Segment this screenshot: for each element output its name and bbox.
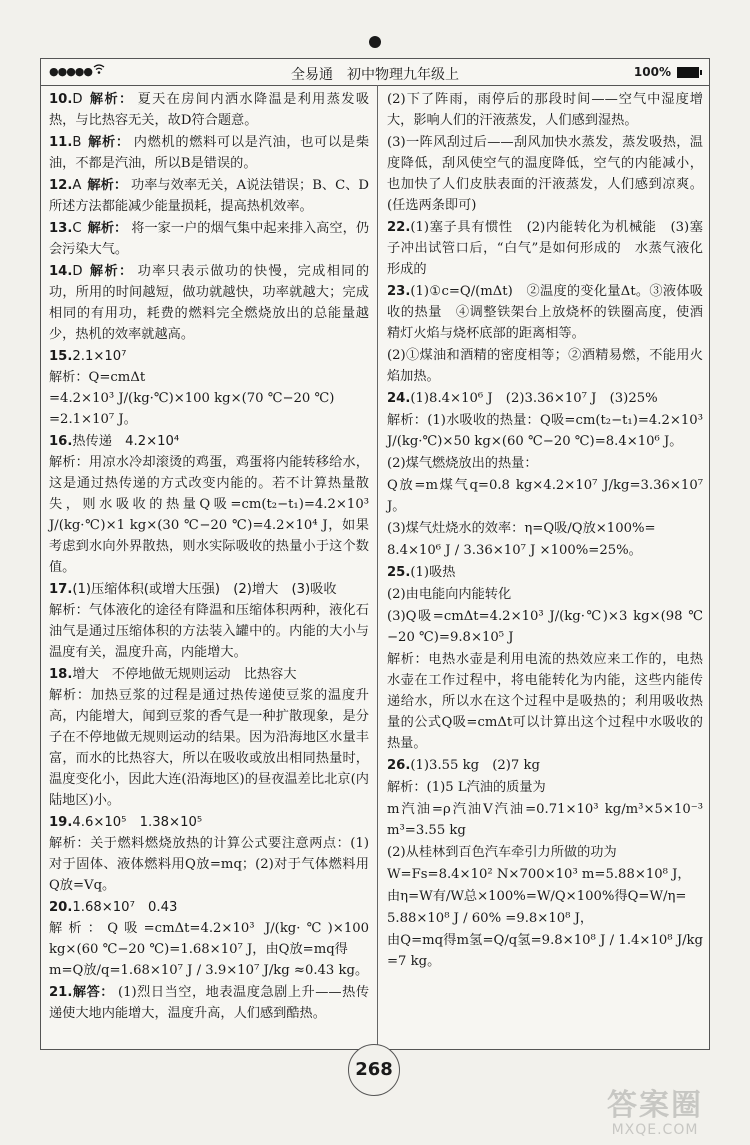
book-title: 全易通 初中物理九年级上	[291, 67, 459, 83]
explanation-text: (2)从桂林到百色汽车牵引力所做的功为	[387, 845, 617, 860]
answer-line	[387, 606, 703, 648]
answer-item	[387, 475, 703, 517]
answer-line	[387, 217, 703, 280]
signal-icon: ●●●●●	[49, 65, 92, 78]
answer-key: 1.68×10⁷ 0.43	[72, 900, 178, 915]
answer-key: (1)压缩体积(或增大压强) (2)增大 (3)吸收	[72, 582, 337, 597]
answer-line	[387, 908, 703, 929]
answer-key: C	[72, 221, 82, 236]
answer-item	[387, 649, 703, 754]
question-number: 21.	[49, 985, 73, 1000]
answer-item	[387, 518, 703, 539]
answer-line	[49, 89, 369, 131]
explanation-text: (2)煤气燃烧放出的热量：	[387, 456, 538, 471]
answer-item	[49, 346, 369, 430]
answer-item	[387, 345, 703, 387]
answer-line	[49, 346, 369, 367]
question-number: 15.	[49, 349, 73, 364]
answer-line	[387, 518, 703, 539]
explanation-text: 解析：(1)水吸收的热量：Q吸=cm(t₂−t₁)=4.2×10³ J/(kg·℃)×50 kg×(60 ℃−20 ℃)=8.4×10⁶ J。	[387, 413, 703, 449]
answer-line	[49, 431, 369, 452]
answer-key: 2.1×10⁷	[72, 349, 127, 364]
answer-item	[49, 579, 369, 663]
status-bar	[41, 59, 709, 86]
answer-key: D	[72, 92, 83, 107]
explanation-text: (1)①c=Q/(mΔt) ②温度的变化量Δt。③液体吸收的热量 ④调整铁架台上放烧杯的铁圈高度，使酒精灯火焰与烧杯底部的距离相等。	[387, 284, 703, 341]
explanation-label: 解析：	[88, 264, 134, 279]
answer-item	[49, 812, 369, 896]
answer-line	[387, 281, 703, 344]
battery-percent: 100%	[633, 65, 671, 79]
watermark-glyphs: 答案圈	[607, 1088, 703, 1123]
answer-line	[387, 930, 703, 972]
question-number: 22.	[387, 220, 411, 235]
question-number: 25.	[387, 565, 411, 580]
explanation-text: 解析：(1)5 L汽油的质量为	[387, 780, 546, 795]
reader-frame	[40, 58, 710, 1050]
question-number: 11.	[49, 135, 73, 150]
explanation-text: 解析：电热水壶是利用电流的热效应来工作的，电热水壶在工作过程中，将电能转化为内能，这些内能传递给水，所以水在这个过程中是吸热的；利用吸收热量的公式Q吸=cmΔt可以计算出这个过程中水吸收的热量。	[387, 652, 703, 751]
answer-item	[49, 261, 369, 345]
explanation-text: (2)①煤油和酒精的密度相等；②酒精易燃，不能用火焰加热。	[387, 348, 703, 384]
answer-line	[387, 777, 703, 798]
page-number: 268	[348, 1044, 400, 1096]
answer-item	[49, 431, 369, 578]
answer-item	[49, 664, 369, 811]
answer-item	[387, 908, 703, 929]
explanation-text: (3)煤气灶烧水的效率：η=Q吸/Q放×100%=	[387, 521, 656, 536]
answer-line	[49, 664, 369, 685]
explanation-line: 解析：Q=cmΔt	[49, 370, 146, 385]
answer-item	[387, 930, 703, 972]
answer-line	[49, 261, 369, 345]
answer-line	[387, 864, 703, 885]
answer-item	[49, 89, 369, 131]
answer-line	[387, 584, 703, 605]
answer-line	[387, 132, 703, 216]
question-number: 10.	[49, 92, 73, 107]
explanation-line: 解析：气体液化的途径有降温和压缩体积两种，液化石油气是通过压缩体积的方法装入罐中的。内能的大小与温度有关，温度升高，内能增大。	[49, 603, 369, 660]
answer-item	[387, 540, 703, 561]
question-number: 18.	[49, 667, 73, 682]
explanation-text: Q放=m煤气q=0.8 kg×4.2×10⁷ J/kg=3.36×10⁷ J。	[387, 478, 703, 514]
answer-line	[387, 89, 703, 131]
answer-line	[387, 755, 703, 776]
question-number: 23.	[387, 284, 411, 299]
explanation-text: (3)一阵风刮过后——刮风加快水蒸发，蒸发吸热，温度降低，刮风使空气的温度降低，空气的内能减小，也加快了人们皮肤表面的汗液蒸发，人们感到凉爽。(任选两条即可)	[387, 135, 703, 213]
answer-key: A	[72, 178, 82, 193]
answer-item	[49, 132, 369, 174]
explanation-line: =4.2×10³ J/(kg·℃)×100 kg×(70 ℃−20 ℃)	[49, 391, 335, 406]
answer-key: D	[72, 264, 83, 279]
explanation-text: (1)烈日当空，地表温度急剧上升——热传递使大地内能增大，温度升高，人们感到酷热。	[49, 985, 370, 1021]
explanation-text: (2)由电能向内能转化	[387, 587, 512, 602]
explanation-text: 夏天在房间内洒水降温是利用蒸发吸热，与比热容无关，故D符合题意。	[49, 92, 370, 128]
answer-line	[387, 540, 703, 561]
watermark-logo	[580, 1090, 730, 1140]
answer-line	[387, 388, 703, 409]
explanation-text: W=Fs=8.4×10² N×700×10³ m=5.88×10⁸ J，	[387, 867, 691, 882]
explanation-line: 解析：关于燃料燃烧放热的计算公式要注意两点：(1)对于固体、液体燃料用Q放=mq；(2)对于气体燃料用Q放=Vq。	[49, 836, 369, 893]
explanation-text: 将一家一户的烟气集中起来排入高空，仍会污染大气。	[49, 221, 370, 257]
explanation-text: (2)下了阵雨，雨停后的那段时间——空气中湿度增大，影响人们的汗液蒸发，人们感到湿热。	[387, 92, 703, 128]
answer-item	[49, 982, 369, 1024]
question-number: 26.	[387, 758, 411, 773]
answer-item	[387, 777, 703, 798]
answer-line	[387, 842, 703, 863]
answer-item	[387, 89, 703, 131]
explanation-text: (1)塞子具有惯性 (2)内能转化为机械能 (3)塞子冲出试管口后，“白气”是如何形成的 水蒸气液化形成的	[387, 220, 703, 277]
explanation-line: 解析：加热豆浆的过程是通过热传递使豆浆的温度升高，内能增大，闻到豆浆的香气是一种扩散现象，是分子在不停地做无规则运动的结果。因为沿海地区水量丰富，而水的比热容大，所以在吸收或放出相同热量时，温度变化小，因此大连(沿海地区)的昼夜温差比北京(内陆地区)小。	[49, 688, 369, 808]
explanation-label: 解答：	[72, 985, 114, 1000]
question-number: 16.	[49, 434, 73, 449]
answer-line	[49, 897, 369, 918]
question-number: 17.	[49, 582, 73, 597]
answer-key: B	[72, 135, 82, 150]
answer-item	[387, 886, 703, 907]
answer-line	[387, 649, 703, 754]
explanation-text: 5.88×10⁸ J / 60% =9.8×10⁸ J，	[387, 911, 594, 926]
camera-dot	[369, 36, 381, 48]
answer-item	[387, 842, 703, 863]
answer-key: 热传递 4.2×10⁴	[72, 434, 180, 449]
answer-item	[49, 218, 369, 260]
battery-icon	[677, 67, 699, 78]
answer-item	[387, 217, 703, 280]
question-number: 12.	[49, 178, 73, 193]
explanation-line: =2.1×10⁷ J。	[49, 412, 137, 427]
answer-item	[387, 562, 703, 583]
explanation-text: 内燃机的燃料可以是汽油，也可以是柴油，不都是汽油，所以B是错误的。	[49, 135, 370, 171]
answer-line	[49, 579, 369, 600]
explanation-label: 解析：	[88, 92, 134, 107]
explanation-text: 8.4×10⁶ J / 3.36×10⁷ J ×100%=25%。	[387, 543, 642, 558]
answer-key: 增大 不停地做无规则运动 比热容大	[72, 667, 297, 682]
right-column	[387, 89, 703, 1041]
answer-item	[387, 755, 703, 776]
answer-item	[387, 864, 703, 885]
explanation-line: 解析：Q吸=cmΔt=4.2×10³ J/(kg·℃)×100 kg×(60 ℃−20 ℃)=1.68×10⁷ J，由Q放=mq得	[49, 921, 369, 957]
explanation-label: 解析：	[87, 178, 128, 193]
answer-line	[387, 410, 703, 452]
answer-item	[387, 606, 703, 648]
column-divider	[377, 85, 378, 1049]
answer-item	[387, 584, 703, 605]
answer-line	[387, 886, 703, 907]
explanation-text: (1)8.4×10⁶ J (2)3.36×10⁷ J (3)25%	[410, 391, 658, 406]
explanation-text: m汽油=ρ汽油V汽油=0.71×10³ kg/m³×5×10⁻³ m³=3.55 kg	[387, 802, 703, 838]
explanation-text: (1)3.55 kg (2)7 kg	[410, 758, 540, 773]
explanation-text: 功率与效率无关，A说法错误；B、C、D所述方法都能减少能量损耗，提高热机效率。	[49, 178, 369, 214]
answer-item	[387, 388, 703, 409]
answer-line	[49, 175, 369, 217]
explanation-text: 功率只表示做功的快慢，完成相同的功，所用的时间越短，做功就越快，功率就越大；完成相同的有用功，耗费的燃料完全燃烧放出的总能量越少，热机的效率就越高。	[49, 264, 370, 342]
answer-item	[49, 897, 369, 981]
answer-item	[49, 175, 369, 217]
answer-item	[387, 410, 703, 452]
explanation-label: 解析：	[87, 135, 130, 150]
question-number: 14.	[49, 264, 73, 279]
question-number: 20.	[49, 900, 73, 915]
answer-line	[49, 982, 369, 1024]
answer-line	[49, 132, 369, 174]
answer-line	[387, 453, 703, 474]
explanation-line: m=Q放/q=1.68×10⁷ J / 3.9×10⁷ J/kg ≈0.43 kg。	[49, 963, 369, 978]
answer-item	[387, 281, 703, 344]
question-number: 19.	[49, 815, 73, 830]
explanation-text: 由η=W有/W总×100%=W/Q×100%得Q=W/η=	[387, 889, 687, 904]
answer-line	[49, 218, 369, 260]
question-number: 24.	[387, 391, 411, 406]
answer-item	[387, 453, 703, 474]
explanation-text: (1)吸热	[410, 565, 456, 580]
left-column	[49, 89, 369, 1041]
answer-key: 4.6×10⁵ 1.38×10⁵	[72, 815, 203, 830]
question-number: 13.	[49, 221, 73, 236]
answer-item	[387, 132, 703, 216]
answer-line	[387, 799, 703, 841]
explanation-text: (3)Q吸=cmΔt=4.2×10³ J/(kg·℃)×3 kg×(98 ℃−20 ℃)=9.8×10⁵ J	[387, 609, 703, 645]
explanation-label: 解析：	[87, 221, 128, 236]
explanation-line: 解析：用凉水冷却滚烫的鸡蛋，鸡蛋将内能转移给水，这是通过热传递的方式改变内能的。若不计算热量散失，则水吸收的热量Q吸=cm(t₂−t₁)=4.2×10³ J/(kg·℃)×1 kg×(30 ℃−20 ℃)=4.2×10⁴ J，如果考虑到水向外界散热，则水实际吸收的热量小于这个数值。	[49, 455, 369, 575]
answer-line	[387, 475, 703, 517]
answer-line	[387, 345, 703, 387]
answer-item	[387, 799, 703, 841]
answer-line	[49, 812, 369, 833]
explanation-text: 由Q=mq得m氢=Q/q氢=9.8×10⁸ J / 1.4×10⁸ J/kg =7 kg。	[387, 933, 703, 969]
answer-line	[387, 562, 703, 583]
watermark-url: MXQE.COM	[611, 1122, 699, 1138]
